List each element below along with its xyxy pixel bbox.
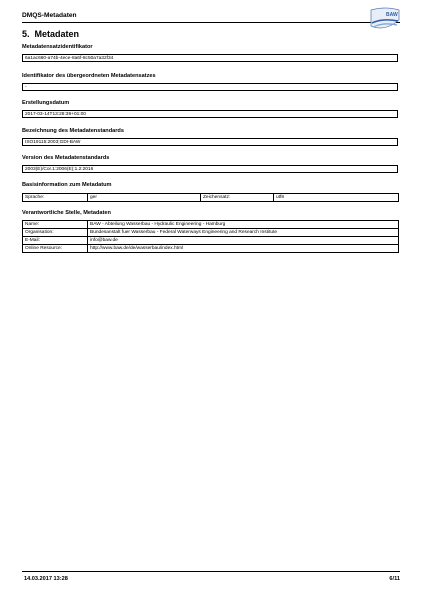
identifier-label: Metadatensatzidentifikator [22, 44, 93, 50]
table-row [23, 229, 399, 237]
parent-identifier-field: - [22, 83, 398, 91]
table-row [23, 194, 399, 202]
charset-key: Zeichensatz: [201, 194, 274, 202]
table-row [23, 221, 399, 229]
table-row [23, 237, 399, 245]
standard-version-field: 2003(E)/Cor.1:2006(E);1.2:2016 [22, 165, 398, 173]
created-date-label: Erstellungsdatum [22, 100, 70, 106]
basis-info-table [22, 193, 399, 202]
footer-date: 14.03.2017 13:28 [24, 576, 68, 582]
basis-info-label: Basisinformation zum Metadatum [22, 182, 112, 188]
identifier-field: 6a1ac660-a74b-4ece-8a6f-8c50a7a32f34 [22, 54, 398, 62]
standard-version-label: Version des Metadatenstandards [22, 155, 110, 161]
section-heading [22, 29, 79, 39]
language-key: Sprache: [23, 194, 88, 202]
baw-logo-icon [368, 6, 402, 32]
contact-table [22, 220, 399, 253]
contact-name-key: Name: [23, 221, 88, 229]
section-number: 5. [22, 29, 30, 39]
standard-name-label: Bezeichnung des Metadatenstandards [22, 128, 124, 134]
contact-name-value: BAW - Abteilung Wasserbau - Hydraulic Engineering - Hamburg [88, 221, 399, 229]
contact-online-resource-key: Online Resource: [23, 245, 88, 253]
footer-divider [22, 571, 400, 572]
contact-email-key: E-Mail: [23, 237, 88, 245]
charset-value: utf8 [274, 194, 399, 202]
created-date-field: 2017-03-14T13:28:39+01:00 [22, 110, 398, 118]
language-value: ger [88, 194, 201, 202]
parent-identifier-label: Identifikator des übergeordneten Metadatensatzes [22, 73, 156, 79]
page-number: 6/11 [389, 576, 400, 582]
contact-email-value[interactable]: info@baw.de [88, 237, 399, 245]
contact-organisation-key: Organisation: [23, 229, 88, 237]
contact-online-resource-link[interactable]: http://www.baw.de/de/wasserbau/index.html [88, 245, 399, 253]
contact-label: Verantwortliche Stelle, Metadaten [22, 210, 111, 216]
header-title: DMQS-Metadaten [22, 12, 77, 19]
table-row [23, 245, 399, 253]
standard-name-field: ISO19115:2003;GDI-BAW [22, 138, 398, 146]
section-title: Metadaten [34, 29, 80, 39]
logo-text: BAW [386, 12, 398, 18]
contact-organisation-value: Bundesanstalt fuer Wasserbau - Federal Waterways Engineering and Research Institute [88, 229, 399, 237]
header-divider [22, 22, 400, 23]
